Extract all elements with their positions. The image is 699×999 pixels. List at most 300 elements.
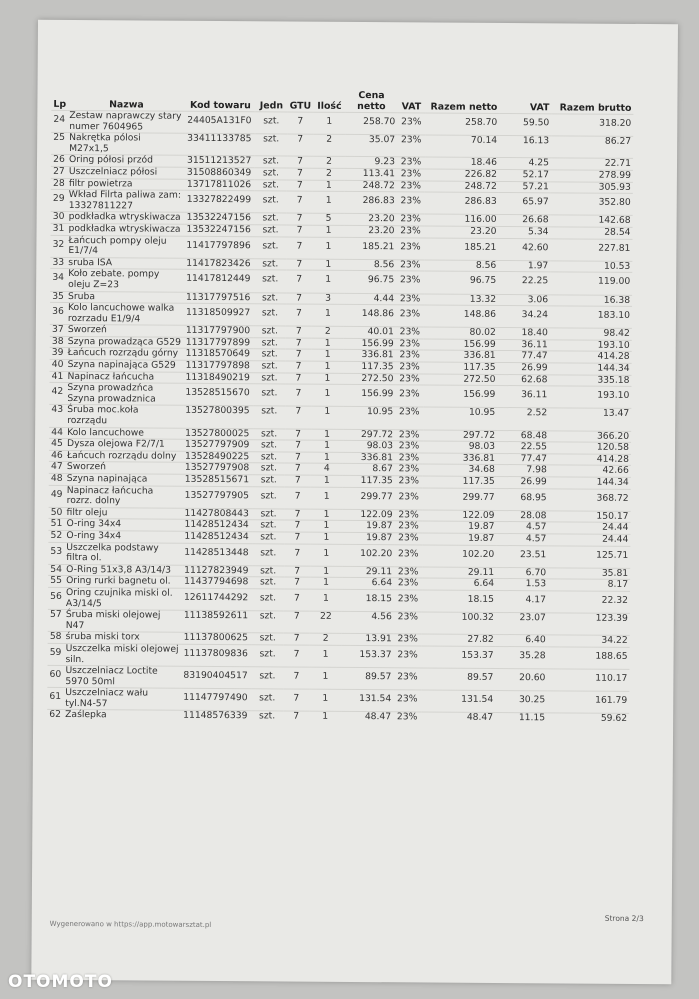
header-razem-brutto: Razem brutto xyxy=(559,102,632,114)
cell-vat-amount: 7.98 xyxy=(526,464,547,476)
cell-ilosc: 1 xyxy=(324,439,331,452)
cell-cena-netto: 8.67 xyxy=(372,463,393,475)
cell-vat-amount: 77.47 xyxy=(520,452,547,465)
cell-nazwa: śruba miski torx xyxy=(65,631,140,643)
cell-razem-brutto: 28.54 xyxy=(604,226,631,238)
cell-vat: 23% xyxy=(398,463,420,475)
cell-lp: 62 xyxy=(49,709,62,721)
cell-jedn: szt. xyxy=(262,224,279,236)
cell-cena-netto: 148.86 xyxy=(361,308,395,320)
cell-vat: 23% xyxy=(400,168,422,180)
cell-gtu: 7 xyxy=(295,387,302,399)
table-body xyxy=(47,110,633,725)
cell-razem-netto: 102.20 xyxy=(462,548,495,560)
cell-cena-netto: 98.03 xyxy=(366,440,394,452)
cell-razem-netto: 272.50 xyxy=(463,373,496,385)
cell-razem-netto: 96.75 xyxy=(469,275,497,287)
cell-kod: 13528515671 xyxy=(184,473,250,486)
cell-razem-netto: 23.20 xyxy=(470,225,497,237)
cell-nazwa: filtr oleju xyxy=(66,506,108,519)
cell-kod: 11428513448 xyxy=(184,546,249,558)
cell-kod: 13717811026 xyxy=(186,178,252,190)
cell-razem-netto: 48.47 xyxy=(466,712,494,724)
cell-razem-brutto: 183.10 xyxy=(597,309,630,321)
cell-vat-amount: 68.95 xyxy=(520,491,547,503)
cell-lp: 29 xyxy=(52,193,65,205)
cell-nazwa: Łańcuch rozrządu górny xyxy=(67,347,179,360)
cell-cena-netto: 4.44 xyxy=(373,292,395,304)
cell-cena-netto: 10.95 xyxy=(366,406,394,418)
cell-cena-netto: 19.87 xyxy=(366,520,393,532)
cell-lp: 33 xyxy=(52,256,65,268)
cell-gtu: 7 xyxy=(293,670,300,682)
cell-vat: 23% xyxy=(400,195,421,207)
cell-lp: 39 xyxy=(51,347,64,359)
cell-ilosc: 3 xyxy=(325,292,332,304)
cell-razem-netto: 100.32 xyxy=(461,611,494,624)
cell-razem-netto: 156.99 xyxy=(463,338,496,350)
cell-vat: 23% xyxy=(400,213,421,225)
cell-kod: 24405A131F0 xyxy=(187,114,252,127)
cell-razem-brutto: 318.20 xyxy=(599,117,632,129)
cell-nazwa: O-ring 34x4 xyxy=(66,529,122,542)
cell-razem-netto: 153.37 xyxy=(461,649,494,661)
cell-vat: 23% xyxy=(400,240,421,252)
cell-vat-amount: 16.13 xyxy=(522,135,550,147)
cell-razem-brutto: 24.44 xyxy=(602,533,629,545)
cell-kod: 13528490225 xyxy=(184,450,250,463)
cell-ilosc: 1 xyxy=(323,520,330,532)
cell-gtu: 7 xyxy=(294,576,301,588)
cell-vat: 23% xyxy=(397,593,419,605)
cell-jedn: szt. xyxy=(260,439,278,451)
cell-vat-amount: 11.15 xyxy=(518,712,546,724)
cell-gtu: 7 xyxy=(295,325,302,337)
cell-vat: 23% xyxy=(398,490,419,503)
cell-vat: 23% xyxy=(397,611,419,623)
cell-cena-netto: 4.56 xyxy=(371,611,392,623)
cell-ilosc: 1 xyxy=(325,240,332,252)
table-row xyxy=(47,710,629,725)
cell-kod: 31511213527 xyxy=(186,155,252,167)
cell-nazwa: Łańcuch pompy oleju E1/7/4 xyxy=(68,234,167,257)
cell-razem-netto: 258.70 xyxy=(465,116,498,128)
cell-ilosc: 1 xyxy=(324,372,331,384)
generated-by-text: Wygenerowano w https://app.motowarsztat.pl xyxy=(49,919,212,929)
cell-razem-brutto: 125.71 xyxy=(596,549,629,561)
cell-razem-netto: 117.35 xyxy=(462,475,495,487)
cell-vat: 23% xyxy=(399,361,420,373)
cell-gtu: 7 xyxy=(295,307,302,319)
cell-vat: 23% xyxy=(400,156,422,168)
cell-jedn: szt. xyxy=(261,371,278,384)
cell-cena-netto: 336.81 xyxy=(361,349,394,361)
cell-ilosc: 2 xyxy=(326,156,332,168)
cell-razem-brutto: 144.34 xyxy=(597,362,630,374)
cell-vat-amount: 26.99 xyxy=(520,476,547,488)
cell-cena-netto: 153.37 xyxy=(359,648,392,661)
cell-vat: 23% xyxy=(400,134,422,146)
cell-vat: 23% xyxy=(399,388,420,400)
cell-ilosc: 1 xyxy=(324,406,331,418)
cell-vat: 23% xyxy=(398,520,419,532)
cell-ilosc: 1 xyxy=(324,388,331,400)
cell-vat-amount: 2.52 xyxy=(526,407,548,419)
cell-jedn: szt. xyxy=(262,258,279,270)
cell-cena-netto: 185.21 xyxy=(362,240,395,252)
cell-cena-netto: 6.64 xyxy=(371,577,393,589)
cell-jedn: szt. xyxy=(262,212,279,224)
cell-razem-brutto: 278.99 xyxy=(598,169,631,181)
cell-jedn: szt. xyxy=(261,360,278,372)
cell-cena-netto: 102.20 xyxy=(360,547,393,559)
cell-ilosc: 1 xyxy=(324,307,331,319)
cell-ilosc: 2 xyxy=(324,326,331,338)
cell-vat: 23% xyxy=(401,116,422,128)
cell-ilosc: 1 xyxy=(323,490,330,502)
cell-kod: 11427808443 xyxy=(184,507,249,520)
cell-lp: 28 xyxy=(52,177,65,189)
cell-vat: 23% xyxy=(398,475,420,487)
cell-jedn: szt. xyxy=(262,155,280,167)
cell-vat: 23% xyxy=(399,308,421,320)
cell-kod: 11417812449 xyxy=(186,273,251,285)
cell-lp: 38 xyxy=(51,335,64,347)
cell-razem-brutto: 144.34 xyxy=(596,476,629,488)
cell-vat-amount: 26.68 xyxy=(522,214,549,226)
cell-razem-netto: 29.11 xyxy=(467,566,495,578)
cell-lp: 27 xyxy=(53,165,65,177)
cell-razem-brutto: 193.10 xyxy=(597,339,630,351)
cell-ilosc: 1 xyxy=(323,592,329,604)
cell-cena-netto: 29.11 xyxy=(365,565,393,578)
cell-razem-netto: 10.95 xyxy=(468,407,496,419)
cell-nazwa: Oring czujnika miski ol. A3/14/5 xyxy=(65,586,173,609)
cell-lp: 26 xyxy=(53,154,65,166)
cell-jedn: szt. xyxy=(263,133,280,145)
invoice-items-table xyxy=(47,88,633,725)
cell-jedn: szt. xyxy=(259,592,277,604)
cell-cena-netto: 48.47 xyxy=(364,711,392,723)
cell-razem-netto: 297.72 xyxy=(462,429,496,441)
cell-jedn: szt. xyxy=(259,710,276,722)
cell-ilosc: 4 xyxy=(323,463,330,475)
cell-lp: 30 xyxy=(52,211,65,223)
cell-vat-amount: 1.53 xyxy=(525,578,547,590)
cell-gtu: 7 xyxy=(294,547,301,559)
cell-gtu: 7 xyxy=(293,692,300,704)
cell-ilosc: 1 xyxy=(324,360,331,372)
cell-vat-amount: 77.47 xyxy=(521,350,548,362)
invoice-table-wrapper xyxy=(47,88,641,725)
invoice-page xyxy=(31,20,678,984)
cell-jedn: szt. xyxy=(260,531,277,543)
cell-ilosc: 1 xyxy=(324,428,331,440)
cell-nazwa: filtr powietrza xyxy=(68,177,133,189)
cell-kod: 11137809836 xyxy=(183,647,248,660)
cell-lp: 31 xyxy=(52,222,65,234)
cell-vat: 23% xyxy=(397,633,418,645)
cell-gtu: 7 xyxy=(296,273,303,285)
otomoto-watermark: OTOMOTO xyxy=(8,972,113,992)
cell-vat-amount: 22.55 xyxy=(520,441,548,453)
cell-nazwa: Sruba xyxy=(68,290,96,302)
cell-lp: 52 xyxy=(50,529,63,541)
cell-vat-amount: 62.68 xyxy=(521,373,548,385)
cell-vat: 23% xyxy=(399,406,420,418)
cell-jedn: szt. xyxy=(260,474,277,486)
cell-ilosc: 1 xyxy=(323,565,330,577)
cell-cena-netto: 297.72 xyxy=(360,428,394,440)
cell-nazwa: Śruba moc.koła rozrządu xyxy=(67,404,139,427)
cell-ilosc: 1 xyxy=(323,508,330,520)
cell-razem-brutto: 414.28 xyxy=(597,351,630,363)
cell-vat: 23% xyxy=(399,274,421,286)
cell-vat-amount: 22.25 xyxy=(521,275,549,287)
cell-vat-amount: 36.11 xyxy=(521,389,548,401)
cell-jedn: szt. xyxy=(262,178,279,191)
cell-gtu: 7 xyxy=(294,519,301,531)
cell-nazwa: Szyna prowadząca G529 xyxy=(67,335,181,348)
cell-nazwa: Zaślepka xyxy=(65,709,107,721)
cell-vat: 23% xyxy=(399,326,421,338)
cell-kod: 11317797900 xyxy=(185,325,251,337)
cell-razem-brutto: 13.47 xyxy=(602,408,630,420)
cell-razem-netto: 34.68 xyxy=(468,464,495,476)
cell-kod: 11147797490 xyxy=(183,692,248,704)
cell-lp: 55 xyxy=(50,575,62,587)
cell-gtu: 7 xyxy=(293,610,300,622)
cell-vat: 23% xyxy=(398,440,420,452)
cell-ilosc: 1 xyxy=(325,274,332,286)
cell-vat-amount: 23.51 xyxy=(519,548,547,560)
cell-vat: 23% xyxy=(400,259,421,271)
cell-nazwa: Sworzeń xyxy=(66,461,106,473)
cell-jedn: szt. xyxy=(261,405,278,417)
cell-nazwa: Napinacz łańcucha rozrz. dolny xyxy=(66,484,154,507)
cell-nazwa: podkładka wtryskiwacza xyxy=(68,222,181,235)
cell-cena-netto: 35.07 xyxy=(368,134,396,146)
cell-gtu: 7 xyxy=(295,360,302,372)
cell-gtu: 7 xyxy=(294,565,301,577)
cell-lp: 45 xyxy=(51,438,63,450)
cell-razem-brutto: 110.17 xyxy=(595,672,628,684)
cell-ilosc: 2 xyxy=(326,133,333,146)
cell-razem-netto: 70.14 xyxy=(470,134,498,147)
cell-gtu: 7 xyxy=(296,258,303,270)
cell-jedn: szt. xyxy=(260,519,277,531)
cell-razem-brutto: 123.39 xyxy=(595,612,628,625)
cell-vat: 23% xyxy=(399,292,421,304)
cell-kod: 11417797896 xyxy=(186,239,251,251)
cell-ilosc: 1 xyxy=(325,258,332,270)
cell-razem-netto: 18.15 xyxy=(467,593,495,605)
cell-gtu: 7 xyxy=(295,428,302,440)
cell-nazwa: Oring półosi przód xyxy=(68,154,154,166)
cell-nazwa: Uszczelniacz Loctite 5970 50ml xyxy=(65,665,158,688)
cell-kod: 13527797909 xyxy=(185,439,250,451)
cell-vat: 23% xyxy=(400,225,421,237)
cell-ilosc: 1 xyxy=(326,115,333,127)
cell-vat: 23% xyxy=(397,566,419,578)
cell-nazwa: Oring rurki bagnetu ol. xyxy=(66,575,171,588)
cell-jedn: szt. xyxy=(260,565,277,577)
cell-vat: 23% xyxy=(398,452,420,464)
cell-razem-netto: 299.77 xyxy=(462,491,495,503)
cell-gtu: 7 xyxy=(297,115,304,127)
cell-vat-amount: 18.40 xyxy=(521,327,548,339)
cell-razem-netto: 13.32 xyxy=(469,293,497,305)
cell-lp: 59 xyxy=(49,646,62,658)
table-row xyxy=(50,302,632,328)
cell-razem-brutto: 119.00 xyxy=(597,275,631,288)
cell-cena-netto: 156.99 xyxy=(361,388,394,400)
cell-vat: 23% xyxy=(397,649,418,661)
cell-kod: 11428512434 xyxy=(184,530,249,543)
cell-kod: 11317797898 xyxy=(185,359,250,372)
cell-vat: 23% xyxy=(399,338,420,350)
cell-cena-netto: 299.77 xyxy=(360,490,393,502)
cell-ilosc: 22 xyxy=(319,610,332,622)
cell-kod: 13532247156 xyxy=(186,212,251,224)
cell-razem-netto: 148.86 xyxy=(463,308,496,321)
header-kod: Kod towaru xyxy=(190,99,251,112)
cell-nazwa: Uszczelka podstawy filtra ol. xyxy=(66,541,159,564)
cell-cena-netto: 258.70 xyxy=(363,116,396,128)
cell-lp: 24 xyxy=(53,113,66,125)
cell-cena-netto: 9.23 xyxy=(374,156,396,168)
cell-vat: 23% xyxy=(397,671,418,683)
cell-lp: 41 xyxy=(51,370,64,382)
cell-kod: 13527800395 xyxy=(185,405,250,417)
cell-vat: 23% xyxy=(397,693,418,705)
cell-lp: 48 xyxy=(50,472,63,484)
cell-razem-brutto: 188.65 xyxy=(595,650,628,662)
cell-cena-netto: 23.20 xyxy=(368,213,395,225)
cell-kod: 11137800625 xyxy=(183,632,249,644)
cell-vat: 23% xyxy=(398,428,420,441)
cell-razem-brutto: 42.66 xyxy=(602,465,629,477)
cell-gtu: 7 xyxy=(294,592,300,604)
cell-vat-amount: 5.34 xyxy=(528,226,549,238)
cell-jedn: szt. xyxy=(262,239,279,251)
cell-lp: 46 xyxy=(51,449,63,461)
cell-cena-netto: 8.56 xyxy=(373,258,395,270)
cell-cena-netto: 13.91 xyxy=(365,633,392,645)
cell-cena-netto: 336.81 xyxy=(360,451,393,464)
cell-nazwa: Zestaw naprawczy stary numer 7604965 xyxy=(69,109,182,133)
cell-nazwa: sruba ISA xyxy=(68,256,113,269)
cell-lp: 49 xyxy=(50,488,63,500)
cell-jedn: szt. xyxy=(259,632,276,644)
cell-razem-netto: 19.87 xyxy=(468,521,495,533)
cell-cena-netto: 156.99 xyxy=(361,337,394,350)
cell-lp: 43 xyxy=(51,404,64,416)
cell-razem-netto: 117.35 xyxy=(463,361,496,374)
cell-vat: 23% xyxy=(396,711,418,723)
cell-gtu: 7 xyxy=(293,632,300,644)
cell-jedn: szt. xyxy=(260,546,277,559)
header-vat: VAT xyxy=(401,101,422,113)
cell-lp: 32 xyxy=(52,238,65,250)
cell-kod: 33411133785 xyxy=(187,132,252,145)
cell-cena-netto: 117.35 xyxy=(361,361,394,373)
cell-cena-netto: 272.50 xyxy=(361,372,394,384)
cell-gtu: 7 xyxy=(294,451,301,463)
cell-razem-netto: 122.09 xyxy=(462,509,495,521)
cell-nazwa: Uszczelniacz półosi xyxy=(68,165,158,178)
cell-lp: 25 xyxy=(53,132,66,144)
cell-vat-amount: 26.99 xyxy=(521,362,548,374)
header-gtu: GTU xyxy=(289,100,312,112)
cell-vat: 23% xyxy=(398,532,419,544)
cell-ilosc: 1 xyxy=(325,224,332,236)
cell-cena-netto: 19.87 xyxy=(366,532,393,544)
cell-vat-amount: 35.28 xyxy=(519,650,546,662)
cell-nazwa: O-ring 34x4 xyxy=(66,518,122,530)
cell-gtu: 7 xyxy=(295,372,302,384)
cell-gtu: 7 xyxy=(294,462,301,475)
cell-razem-brutto: 120.58 xyxy=(596,441,630,454)
cell-jedn: szt. xyxy=(260,462,277,474)
cell-razem-brutto: 161.79 xyxy=(595,694,628,707)
cell-nazwa: O-Ring 51x3,8 A3/14/3 xyxy=(66,563,172,576)
cell-kod: 11317797516 xyxy=(186,291,251,303)
cell-lp: 50 xyxy=(50,506,63,518)
cell-vat: 23% xyxy=(400,179,422,192)
cell-ilosc: 1 xyxy=(323,577,330,589)
cell-lp: 56 xyxy=(50,590,62,602)
cell-ilosc: 1 xyxy=(323,531,330,543)
cell-gtu: 7 xyxy=(296,240,303,252)
cell-nazwa: Nakrętka pólosi M27x1,5 xyxy=(69,132,141,155)
cell-lp: 34 xyxy=(52,272,65,284)
cell-vat-amount: 4.17 xyxy=(525,594,547,606)
cell-cena-netto: 117.35 xyxy=(360,475,393,487)
cell-gtu: 7 xyxy=(293,648,300,660)
cell-razem-netto: 8.56 xyxy=(475,259,497,271)
header-jedn: Jedn xyxy=(259,100,284,112)
cell-razem-brutto: 22.71 xyxy=(604,158,632,170)
cell-razem-netto: 27.82 xyxy=(467,634,494,646)
cell-razem-netto: 286.83 xyxy=(464,195,497,208)
cell-kod: 11318570649 xyxy=(185,348,251,360)
cell-vat: 23% xyxy=(398,509,419,521)
cell-vat-amount: 59.50 xyxy=(522,117,550,129)
cell-gtu: 7 xyxy=(296,194,303,206)
cell-ilosc: 1 xyxy=(323,451,330,463)
cell-kod: 11148576339 xyxy=(183,710,248,722)
cell-razem-brutto: 366.20 xyxy=(596,430,630,442)
cell-nazwa: podkładka wtryskiwacza xyxy=(68,211,181,224)
cell-cena-netto: 89.57 xyxy=(365,671,392,683)
cell-razem-netto: 336.81 xyxy=(462,452,495,464)
cell-lp: 42 xyxy=(51,386,64,398)
cell-kod: 11127823949 xyxy=(184,564,249,576)
cell-gtu: 7 xyxy=(296,292,303,304)
cell-razem-brutto: 8.17 xyxy=(607,579,629,591)
cell-nazwa: Wkład Filrta paliwa zam: 13327811227 xyxy=(68,189,182,212)
cell-nazwa: Szyna prowadzńca Szyna prowadznica xyxy=(67,382,156,405)
cell-nazwa: Sworzeń xyxy=(67,324,107,336)
cell-razem-netto: 19.87 xyxy=(468,532,495,544)
cell-razem-brutto: 368.72 xyxy=(596,492,629,504)
cell-ilosc: 1 xyxy=(322,670,329,682)
cell-lp: 58 xyxy=(49,631,62,643)
cell-vat-amount: 6.70 xyxy=(525,566,547,579)
cell-razem-brutto: 35.81 xyxy=(601,567,629,579)
cell-jedn: szt. xyxy=(259,670,276,682)
